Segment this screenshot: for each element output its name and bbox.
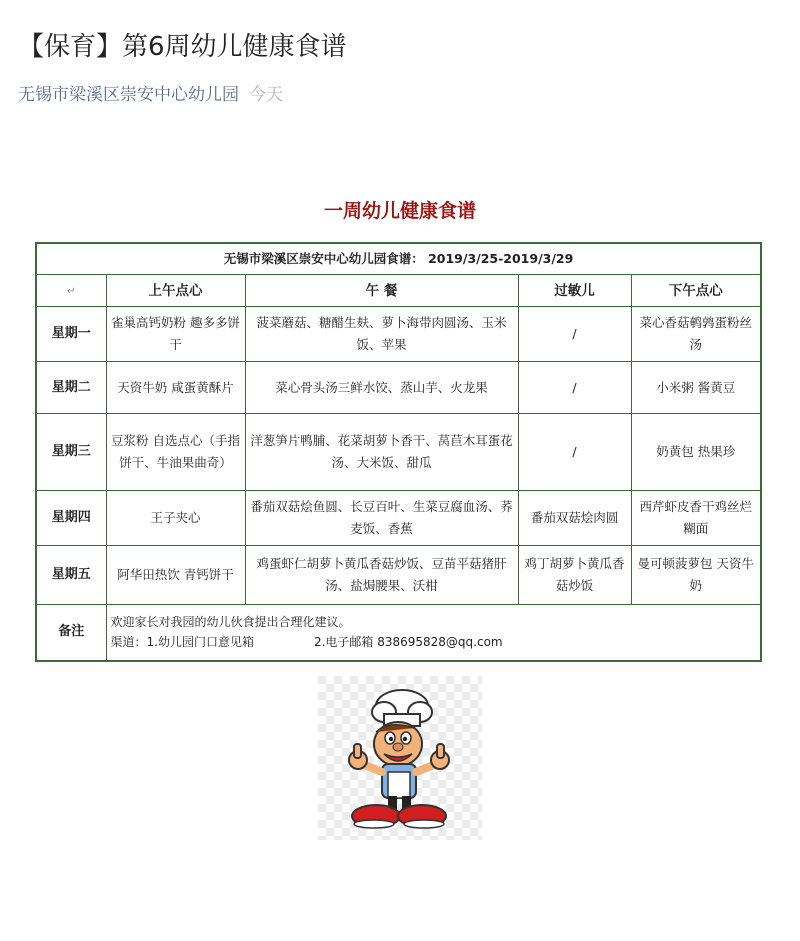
lunch-cell: 菠菜蘑菇、糖醋生麸、萝卜海带肉圆汤、玉米饭、苹果	[245, 307, 518, 362]
allergy-cell: /	[518, 414, 631, 491]
afternoon-snack-cell: 奶黄包 热果珍	[631, 414, 761, 491]
col-header-lunch: 午 餐	[245, 275, 518, 307]
note-channel-email: 2.电子邮箱 838695828@qq.com	[313, 635, 503, 650]
article-meta	[18, 80, 283, 105]
weekly-menu-table	[35, 242, 762, 662]
allergy-cell: 鸡丁胡萝卜黄瓜香菇炒饭	[518, 546, 631, 605]
col-header-morning: 上午点心	[106, 275, 245, 307]
lunch-cell: 菜心骨头汤三鲜水饺、蒸山芋、火龙果	[245, 362, 518, 414]
article-title: 【保育】第6周幼儿健康食谱	[18, 32, 347, 62]
account-name-link[interactable]: 无锡市梁溪区崇安中心幼儿园	[18, 85, 239, 105]
table-caption: 无锡市梁溪区崇安中心幼儿园食谱： 2019/3/25-2019/3/29	[36, 243, 761, 275]
afternoon-snack-cell: 曼可顿菠萝包 天资牛奶	[631, 546, 761, 605]
table-row	[36, 362, 761, 414]
morning-snack-cell: 阿华田热饮 青钙饼干	[106, 546, 245, 605]
note-line-welcome: 欢迎家长对我园的幼儿伙食提出合理化建议。	[110, 615, 351, 630]
afternoon-snack-cell: 菜心香菇鹌鹑蛋粉丝汤	[631, 307, 761, 362]
note-channel-box: 渠道：1.幼儿园门口意见箱	[110, 635, 254, 650]
col-header-allergy: 过敏儿	[518, 275, 631, 307]
morning-snack-cell: 王子夹心	[106, 491, 245, 546]
table-header-row	[36, 275, 761, 307]
day-cell: 星期二	[36, 362, 106, 414]
morning-snack-cell: 豆浆粉 自选点心（手指饼干、牛油果曲奇）	[106, 414, 245, 491]
notes-label: 备注	[36, 605, 106, 661]
allergy-cell: /	[518, 362, 631, 414]
chef-thumbs-up-illustration	[318, 676, 482, 840]
lunch-cell: 洋葱笋片鸭脯、花菜胡萝卜香干、莴苣木耳蛋花汤、大米饭、甜瓜	[245, 414, 518, 491]
afternoon-snack-cell: 西芹虾皮香干鸡丝烂糊面	[631, 491, 761, 546]
table-row	[36, 546, 761, 605]
lunch-cell: 鸡蛋虾仁胡萝卜黄瓜香菇炒饭、豆苗平菇猪肝汤、盐焗腰果、沃柑	[245, 546, 518, 605]
publish-date: 今天	[249, 85, 283, 105]
menu-heading: 一周幼儿健康食谱	[323, 200, 476, 222]
day-cell: 星期五	[36, 546, 106, 605]
morning-snack-cell: 雀巢高钙奶粉 趣多多饼干	[106, 307, 245, 362]
table-row	[36, 491, 761, 546]
notes-row	[36, 605, 761, 661]
col-header-afternoon: 下午点心	[631, 275, 761, 307]
notes-cell	[106, 605, 761, 661]
lunch-cell: 番茄双菇烩鱼圆、长豆百叶、生菜豆腐血汤、荞麦饭、香蕉	[245, 491, 518, 546]
note-line-channels	[111, 632, 757, 652]
table-row	[36, 414, 761, 491]
afternoon-snack-cell: 小米粥 酱黄豆	[631, 362, 761, 414]
morning-snack-cell: 天资牛奶 咸蛋黄酥片	[106, 362, 245, 414]
allergy-cell: /	[518, 307, 631, 362]
allergy-cell: 番茄双菇烩肉圆	[518, 491, 631, 546]
day-cell: 星期三	[36, 414, 106, 491]
day-cell: 星期四	[36, 491, 106, 546]
corner-cell: ↵	[36, 275, 106, 307]
table-row	[36, 307, 761, 362]
day-cell: 星期一	[36, 307, 106, 362]
